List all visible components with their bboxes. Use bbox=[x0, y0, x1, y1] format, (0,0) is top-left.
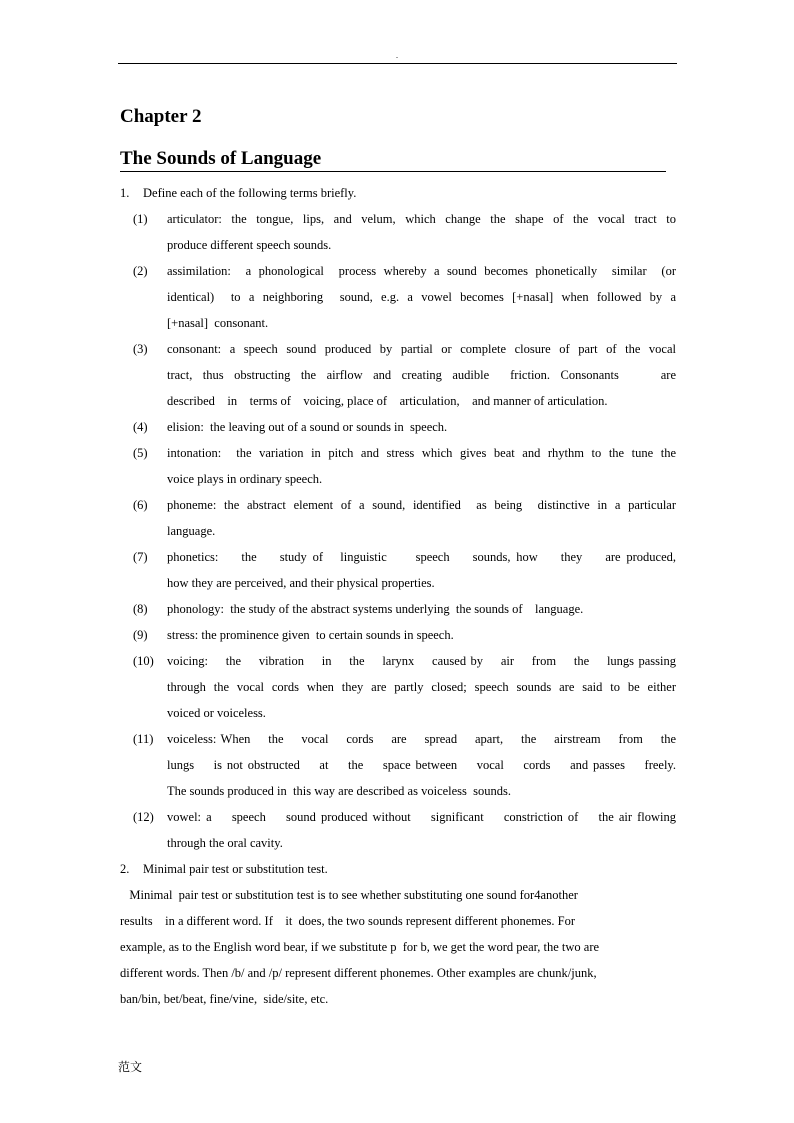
term-item bbox=[120, 596, 676, 622]
term-line: identical) to a neighboring sound, e.g. a vowel becomes [+nasal] when followed by a bbox=[167, 290, 676, 304]
term-item bbox=[120, 258, 676, 336]
term-line: voiceless: When the vocal cords are spread apart, the airstream from the bbox=[167, 732, 676, 746]
term-item bbox=[120, 336, 676, 414]
question-text: Minimal pair test or substitution test. bbox=[143, 862, 328, 876]
term-line: voicing: the vibration in the larynx caused by air from the lungs passing bbox=[167, 654, 676, 668]
paragraph-line: Minimal pair test or substitution test is to see whether substituting one sound for4another bbox=[120, 888, 578, 902]
term-item bbox=[120, 648, 676, 726]
chapter-heading: Chapter 2 bbox=[120, 106, 202, 127]
term-line: articulator: the tongue, lips, and velum, which change the shape of the vocal tract to bbox=[167, 212, 676, 226]
header-mark: . bbox=[396, 51, 398, 60]
term-line: voiced or voiceless. bbox=[167, 706, 266, 720]
header-rule bbox=[118, 63, 677, 64]
term-line: stress: the prominence given to certain sounds in speech. bbox=[167, 628, 454, 642]
term-item bbox=[120, 726, 676, 804]
term-number: (6) bbox=[133, 498, 148, 512]
term-line: elision: the leaving out of a sound or sounds in speech. bbox=[167, 420, 448, 434]
question-2 bbox=[120, 856, 676, 882]
term-line: described in terms of voicing, place of articulation, and manner of articulation. bbox=[167, 394, 608, 408]
term-number: (8) bbox=[133, 602, 148, 616]
term-line: phonology: the study of the abstract systems underlying the sounds of language. bbox=[167, 602, 584, 616]
term-line: language. bbox=[167, 524, 216, 538]
term-line: assimilation: a phonological process whereby a sound becomes phonetically similar (or bbox=[167, 264, 676, 278]
paragraph-line: ban/bin, bet/beat, fine/vine, side/site, etc. bbox=[120, 992, 329, 1006]
term-item bbox=[120, 544, 676, 596]
paragraph-line: example, as to the English word bear, if we substitute p for b, we get the word pear, the two are bbox=[120, 940, 600, 954]
term-line: through the oral cavity. bbox=[167, 836, 283, 850]
term-number: (11) bbox=[133, 732, 154, 746]
term-item bbox=[120, 206, 676, 258]
term-line: produce different speech sounds. bbox=[167, 238, 332, 252]
term-number: (12) bbox=[133, 810, 154, 824]
paragraph-line: different words. Then /b/ and /p/ represent different phonemes. Other examples are chunk/junk, bbox=[120, 966, 597, 980]
term-line: through the vocal cords when they are partly closed; speech sounds are said to be either bbox=[167, 680, 676, 694]
term-number: (7) bbox=[133, 550, 148, 564]
question-text: Define each of the following terms briefly. bbox=[143, 186, 357, 200]
term-line: phoneme: the abstract element of a sound, identified as being distinctive in a particular bbox=[167, 498, 676, 512]
question-number: 1. bbox=[120, 186, 130, 200]
term-line: lungs is not obstructed at the space between vocal cords and passes freely. bbox=[167, 758, 676, 772]
term-line: intonation: the variation in pitch and stress which gives beat and rhythm to the tune the bbox=[167, 446, 676, 460]
term-number: (5) bbox=[133, 446, 148, 460]
term-line: how they are perceived, and their physical properties. bbox=[167, 576, 435, 590]
term-item bbox=[120, 492, 676, 544]
term-number: (2) bbox=[133, 264, 148, 278]
term-line: vowel: a speech sound produced without significant constriction of the air flowing bbox=[167, 810, 676, 824]
term-line: tract, thus obstructing the airflow and creating audible friction. Consonants are bbox=[167, 368, 676, 382]
answer-paragraph bbox=[120, 882, 676, 1012]
term-item bbox=[120, 414, 676, 440]
question-1 bbox=[120, 180, 676, 206]
term-number: (1) bbox=[133, 212, 148, 226]
term-number: (3) bbox=[133, 342, 148, 356]
term-line: The sounds produced in this way are described as voiceless sounds. bbox=[167, 784, 512, 798]
question-number: 2. bbox=[120, 862, 130, 876]
term-list bbox=[120, 206, 676, 856]
term-number: (4) bbox=[133, 420, 148, 434]
section-title: The Sounds of Language bbox=[120, 147, 666, 172]
term-item bbox=[120, 622, 676, 648]
document-body bbox=[120, 180, 676, 1012]
term-number: (10) bbox=[133, 654, 154, 668]
term-item bbox=[120, 804, 676, 856]
term-line: consonant: a speech sound produced by partial or complete closure of part of the vocal bbox=[167, 342, 676, 356]
term-number: (9) bbox=[133, 628, 148, 642]
term-line: phonetics: the study of linguistic speech sounds, how they are produced, bbox=[167, 550, 676, 564]
term-line: voice plays in ordinary speech. bbox=[167, 472, 323, 486]
paragraph-line: results in a different word. If it does, the two sounds represent different phonemes. For bbox=[120, 914, 575, 928]
term-item bbox=[120, 440, 676, 492]
footer-label: 范文 bbox=[118, 1060, 143, 1074]
term-line: [+nasal] consonant. bbox=[167, 316, 269, 330]
